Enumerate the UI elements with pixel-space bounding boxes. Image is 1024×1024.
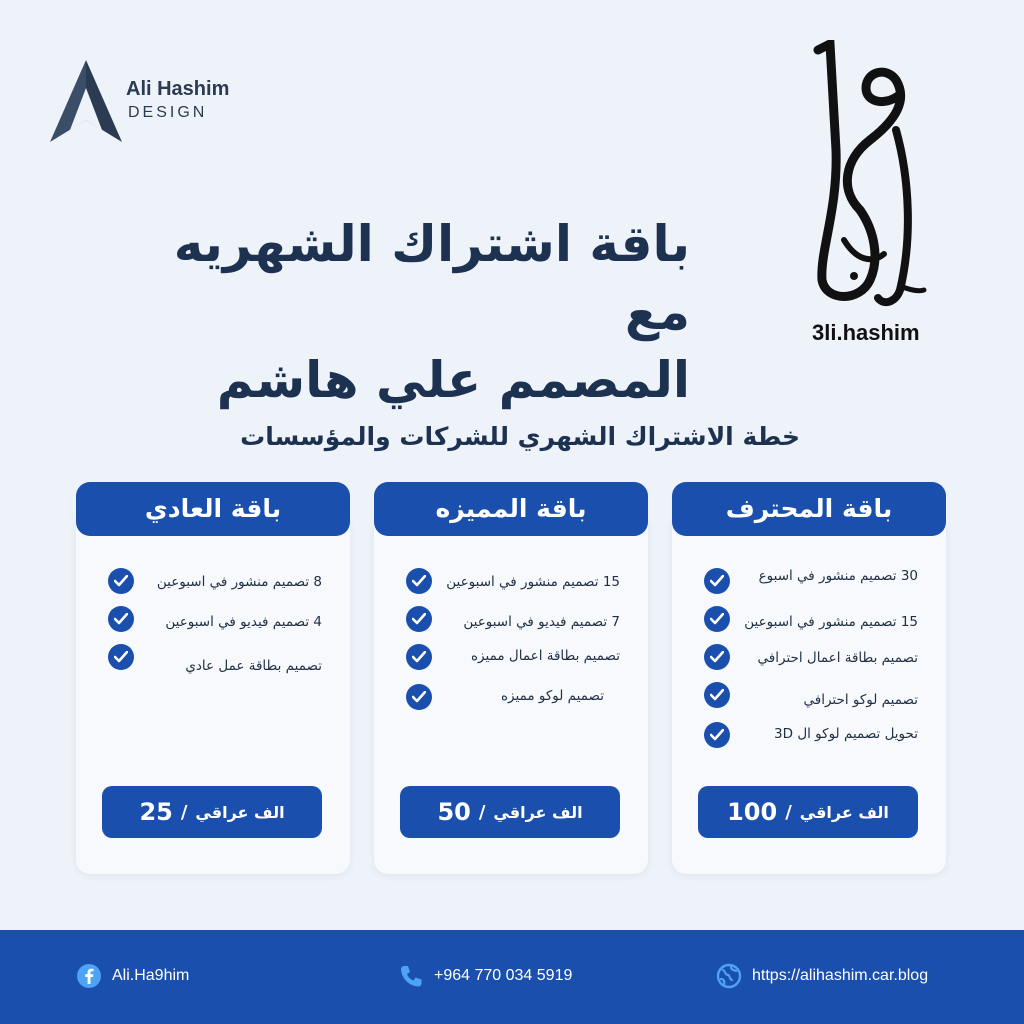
price-separator: / [478, 801, 486, 823]
plan-feature: 8 تصميم منشور في اسبوعين [156, 574, 322, 590]
price-unit: الف عراقي [799, 802, 889, 822]
price-badge [102, 786, 322, 838]
check-icon [704, 606, 730, 632]
phone-number: +964 770 034 5919 [434, 967, 573, 984]
facebook-handle: Ali.Ha9him [112, 967, 190, 984]
plan-feature: تصميم بطاقة عمل عادي [185, 658, 322, 674]
phone-icon [398, 963, 424, 989]
plan-feature: تصميم لوكو مميزه [500, 688, 604, 704]
plan-feature: 7 تصميم فيديو في اسبوعين [463, 614, 620, 630]
plans-subheading: خطة الاشتراك الشهري للشركات والمؤسسات [240, 422, 800, 451]
brand-subtitle: DESIGN [128, 104, 208, 121]
check-icon [406, 606, 432, 632]
check-icon [704, 644, 730, 670]
check-icon [108, 568, 134, 594]
plan-feature: 4 تصميم فيديو في اسبوعين [165, 614, 322, 630]
check-icon [108, 606, 134, 632]
plan-title: باقة العادي [76, 482, 350, 536]
check-icon [406, 568, 432, 594]
globe-icon [716, 963, 742, 989]
price-amount: 25 [139, 798, 173, 826]
plan-feature: 15 تصميم منشور في اسبوعين [744, 614, 918, 630]
calligraphy-mark-icon [800, 40, 930, 320]
website-link[interactable] [716, 960, 928, 992]
check-icon [406, 644, 432, 670]
facebook-icon [76, 963, 102, 989]
price-unit: الف عراقي [195, 802, 285, 822]
price-amount: 100 [727, 798, 778, 826]
price-amount: 50 [437, 798, 471, 826]
title-line-1: باقة اشتراك الشهريه مع [173, 215, 690, 341]
title-line-2: المصمم علي هاشم [216, 351, 690, 409]
brand-name: Ali Hashim [126, 78, 230, 100]
check-icon [704, 722, 730, 748]
price-unit: الف عراقي [493, 802, 583, 822]
brand-logo [50, 58, 250, 148]
website-url: https://alihashim.car.blog [752, 967, 929, 984]
plan-feature: 30 تصميم منشور في اسبوع [758, 568, 918, 584]
plan-feature: تحويل تصميم لوكو ال 3D [774, 726, 918, 742]
plan-feature: تصميم بطاقة اعمال احترافي [757, 650, 918, 666]
plan-feature: تصميم لوكو احترافي [803, 692, 918, 708]
plan-title: باقة المحترف [672, 482, 946, 536]
plan-title: باقة المميزه [374, 482, 648, 536]
check-icon [704, 568, 730, 594]
facebook-link[interactable] [76, 960, 189, 992]
check-icon [704, 682, 730, 708]
plan-card-premium [374, 482, 648, 874]
check-icon [406, 684, 432, 710]
plan-card-pro [672, 482, 946, 874]
plan-feature: تصميم بطاقة اعمال مميزه [470, 648, 620, 664]
calligraphy-logo [800, 40, 930, 340]
plan-feature: 15 تصميم منشور في اسبوعين [446, 574, 620, 590]
price-separator: / [785, 801, 792, 823]
price-badge [698, 786, 918, 838]
page-title [110, 210, 690, 414]
arrow-logo-icon [50, 58, 122, 144]
price-separator: / [180, 801, 188, 823]
phone-link[interactable] [398, 960, 572, 992]
price-badge [400, 786, 620, 838]
footer-bar [0, 930, 1024, 1024]
plan-card-regular [76, 482, 350, 874]
calligraphy-caption: 3li.hashim [812, 320, 920, 345]
check-icon [108, 644, 134, 670]
